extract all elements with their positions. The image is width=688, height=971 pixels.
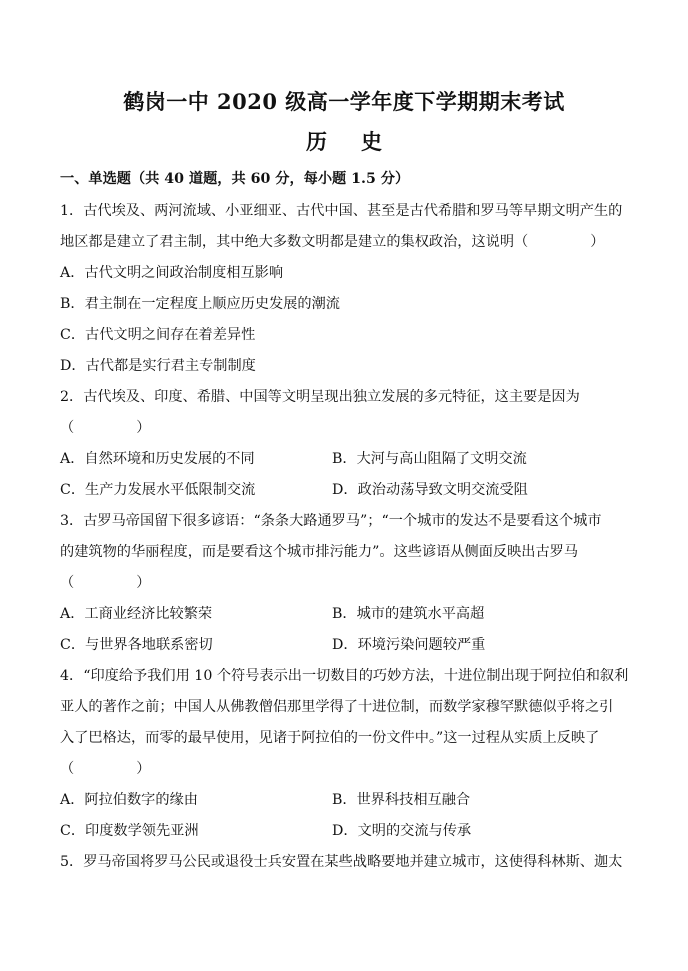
- q4-option-c: C．印度数学领先亚洲: [60, 823, 199, 839]
- q1-stem-line-2: 地区都是建立了君主制，其中绝大多数文明都是建立的集权政治，这说明（ ）: [60, 234, 605, 250]
- q4-stem-line-1: 4．“印度给予我们用 10 个符号表示出一切数目的巧妙方法，十进位制出现于阿拉伯和叙利: [60, 668, 629, 684]
- q3-stem-line-2: 的建筑物的华丽程度，而是要看这个城市排污能力”。这些谚语从侧面反映出古罗马: [60, 544, 579, 560]
- q5-stem-line-1: 5．罗马帝国将罗马公民或退役士兵安置在某些战略要地并建立城市，这使得科林斯、迦太: [60, 854, 623, 870]
- section-heading: 一、单选题（共 40 道题，共 60 分，每小题 1.5 分）: [60, 171, 410, 187]
- q3-option-b: B．城市的建筑水平高超: [332, 606, 485, 622]
- q1-option-d: D．古代都是实行君主专制制度: [60, 358, 256, 374]
- q4-option-a: A．阿拉伯数字的缘由: [60, 792, 198, 808]
- q4-stem-line-2: 亚人的著作之前；中国人从佛教僧侣那里学得了十进位制，而数学家穆罕默德似乎将之引: [60, 699, 614, 715]
- q4-option-b: B．世界科技相互融合: [332, 792, 471, 808]
- exam-title: 鹤岗一中 2020 级高一学年度下学期期末考试: [123, 89, 565, 114]
- q2-stem-line-1: 2．古代埃及、印度、希腊、中国等文明呈现出独立发展的多元特征，这主要是因为: [60, 389, 580, 405]
- q2-answer-paren: （ ）: [60, 420, 151, 436]
- q4-option-d: D．文明的交流与传承: [332, 823, 472, 839]
- q1-option-b: B．君主制在一定程度上顺应历史发展的潮流: [60, 296, 340, 312]
- subject-title: [0, 126, 688, 156]
- q1-option-c: C．古代文明之间存在着差异性: [60, 327, 256, 343]
- q2-option-b: B．大河与高山阻隔了文明交流: [332, 451, 527, 467]
- q4-answer-paren: （ ）: [60, 761, 151, 777]
- q3-answer-paren: （ ）: [60, 575, 151, 591]
- q2-option-d: D．政治动荡导致文明交流受阻: [332, 482, 528, 498]
- subject-char-2: 史: [361, 129, 382, 154]
- q1-stem-line-1: 1．古代埃及、两河流域、小亚细亚、古代中国、甚至是古代希腊和罗马等早期文明产生的: [60, 203, 623, 219]
- q4-stem-line-3: 入了巴格达，而零的最早使用，见诸于阿拉伯的一份文件中。”这一过程从实质上反映了: [60, 730, 600, 746]
- q3-option-c: C．与世界各地联系密切: [60, 637, 213, 653]
- q1-option-a: A．古代文明之间政治制度相互影响: [60, 265, 284, 281]
- q3-stem-line-1: 3．古罗马帝国留下很多谚语：“条条大路通罗马”；“一个城市的发达不是要看这个城市: [60, 513, 602, 529]
- q3-option-a: A．工商业经济比较繁荣: [60, 606, 213, 622]
- q2-option-c: C．生产力发展水平低限制交流: [60, 482, 256, 498]
- q3-option-d: D．环境污染问题较严重: [332, 637, 486, 653]
- q2-option-a: A．自然环境和历史发展的不同: [60, 451, 255, 467]
- subject-char-1: 历: [306, 129, 327, 154]
